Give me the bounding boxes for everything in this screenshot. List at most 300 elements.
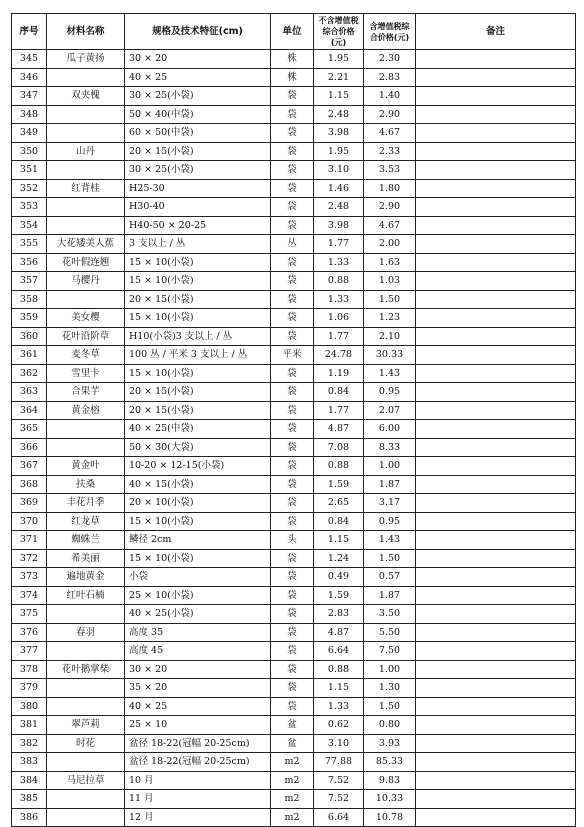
cell-seq: 359	[12, 309, 47, 328]
cell-seq: 361	[12, 346, 47, 365]
cell-spec: 20 × 15(小袋)	[125, 401, 271, 420]
cell-price-incl-tax: 1.40	[364, 87, 416, 106]
cell-material-name	[47, 420, 125, 439]
cell-price-incl-tax: 2.90	[364, 198, 416, 217]
cell-material-name	[47, 198, 125, 217]
cell-remark	[416, 531, 576, 550]
cell-material-name	[47, 438, 125, 457]
cell-price-excl-tax: 7.52	[314, 790, 364, 809]
cell-material-name: 合果芋	[47, 383, 125, 402]
table-row	[12, 124, 576, 143]
cell-price-excl-tax: 1.33	[314, 697, 364, 716]
cell-spec: 15 × 10(小袋)	[125, 512, 271, 531]
cell-price-incl-tax: 8.33	[364, 438, 416, 457]
cell-price-incl-tax: 1.63	[364, 253, 416, 272]
cell-material-name	[47, 697, 125, 716]
cell-spec: 20 × 10(小袋)	[125, 494, 271, 513]
cell-price-excl-tax: 1.19	[314, 364, 364, 383]
cell-remark	[416, 272, 576, 291]
table-row	[12, 697, 576, 716]
cell-material-name: 蜘蛛兰	[47, 531, 125, 550]
cell-remark	[416, 660, 576, 679]
cell-seq: 358	[12, 290, 47, 309]
cell-spec: 15 × 10(小袋)	[125, 253, 271, 272]
cell-material-name: 黄金叶	[47, 457, 125, 476]
cell-price-incl-tax: 1.00	[364, 457, 416, 476]
cell-spec: 30 × 20	[125, 50, 271, 69]
cell-spec: 11 月	[125, 790, 271, 809]
cell-material-name: 春羽	[47, 623, 125, 642]
cell-seq: 383	[12, 753, 47, 772]
cell-unit: 袋	[271, 142, 314, 161]
cell-spec: 100 丛 / 平米 3 支以上 / 丛	[125, 346, 271, 365]
cell-spec: H25-30	[125, 179, 271, 198]
cell-unit: 袋	[271, 605, 314, 624]
cell-price-excl-tax: 2.48	[314, 105, 364, 124]
table-row	[12, 290, 576, 309]
cell-unit: 袋	[271, 105, 314, 124]
cell-seq: 378	[12, 660, 47, 679]
cell-price-excl-tax: 2.21	[314, 68, 364, 87]
cell-price-incl-tax: 4.67	[364, 216, 416, 235]
cell-spec: 15 × 10(小袋)	[125, 364, 271, 383]
table-row	[12, 438, 576, 457]
cell-remark	[416, 290, 576, 309]
cell-seq: 360	[12, 327, 47, 346]
cell-remark	[416, 216, 576, 235]
cell-spec: 15 × 10(小袋)	[125, 309, 271, 328]
cell-price-incl-tax: 2.07	[364, 401, 416, 420]
cell-seq: 362	[12, 364, 47, 383]
document-page	[11, 13, 576, 827]
cell-material-name: 花叶假连翘	[47, 253, 125, 272]
cell-seq: 375	[12, 605, 47, 624]
cell-remark	[416, 198, 576, 217]
cell-material-name: 遍地黄金	[47, 568, 125, 587]
cell-seq: 373	[12, 568, 47, 587]
cell-remark	[416, 586, 576, 605]
header-name: 材料名称	[47, 14, 125, 50]
table-row	[12, 309, 576, 328]
cell-seq: 354	[12, 216, 47, 235]
cell-price-incl-tax: 1.87	[364, 475, 416, 494]
cell-remark	[416, 642, 576, 661]
cell-seq: 368	[12, 475, 47, 494]
table-row	[12, 272, 576, 291]
cell-seq: 371	[12, 531, 47, 550]
table-row	[12, 808, 576, 827]
cell-spec: 25 × 10(小袋)	[125, 586, 271, 605]
cell-price-excl-tax: 1.15	[314, 531, 364, 550]
cell-unit: m2	[271, 808, 314, 827]
cell-price-incl-tax: 2.30	[364, 50, 416, 69]
cell-remark	[416, 346, 576, 365]
cell-price-incl-tax: 9.83	[364, 771, 416, 790]
cell-material-name: 红龙草	[47, 512, 125, 531]
table-row	[12, 50, 576, 69]
cell-spec: 盆径 18-22(冠幅 20-25cm)	[125, 734, 271, 753]
cell-price-incl-tax: 1.30	[364, 679, 416, 698]
cell-price-excl-tax: 4.87	[314, 420, 364, 439]
table-row	[12, 734, 576, 753]
table-row	[12, 383, 576, 402]
cell-remark	[416, 808, 576, 827]
cell-price-excl-tax: 1.77	[314, 327, 364, 346]
table-row	[12, 790, 576, 809]
cell-price-incl-tax: 1.87	[364, 586, 416, 605]
header-remark: 备注	[416, 14, 576, 50]
cell-spec: 50 × 40(中袋)	[125, 105, 271, 124]
cell-material-name: 马樱丹	[47, 272, 125, 291]
cell-unit: 盆	[271, 716, 314, 735]
cell-spec: 小袋	[125, 568, 271, 587]
cell-price-excl-tax: 1.06	[314, 309, 364, 328]
cell-unit: m2	[271, 771, 314, 790]
cell-seq: 385	[12, 790, 47, 809]
cell-material-name: 红叶石楠	[47, 586, 125, 605]
cell-seq: 357	[12, 272, 47, 291]
cell-unit: 丛	[271, 235, 314, 254]
table-row	[12, 105, 576, 124]
cell-price-excl-tax: 1.95	[314, 142, 364, 161]
cell-price-incl-tax: 1.50	[364, 549, 416, 568]
cell-spec: H30-40	[125, 198, 271, 217]
table-row	[12, 642, 576, 661]
cell-unit: 平米	[271, 346, 314, 365]
cell-remark	[416, 568, 576, 587]
cell-remark	[416, 161, 576, 180]
cell-price-incl-tax: 3.50	[364, 605, 416, 624]
cell-seq: 364	[12, 401, 47, 420]
table-row	[12, 586, 576, 605]
cell-unit: 袋	[271, 512, 314, 531]
cell-spec: 35 × 20	[125, 679, 271, 698]
cell-seq: 386	[12, 808, 47, 827]
cell-unit: 袋	[271, 290, 314, 309]
cell-unit: 袋	[271, 364, 314, 383]
cell-material-name	[47, 790, 125, 809]
cell-seq: 347	[12, 87, 47, 106]
cell-seq: 377	[12, 642, 47, 661]
cell-unit: 袋	[271, 457, 314, 476]
cell-material-name	[47, 679, 125, 698]
cell-seq: 372	[12, 549, 47, 568]
cell-unit: 袋	[271, 420, 314, 439]
cell-unit: 株	[271, 50, 314, 69]
cell-remark	[416, 790, 576, 809]
cell-seq: 365	[12, 420, 47, 439]
cell-price-excl-tax: 1.33	[314, 253, 364, 272]
cell-price-excl-tax: 1.77	[314, 401, 364, 420]
cell-material-name: 花叶沿阶草	[47, 327, 125, 346]
table-row	[12, 161, 576, 180]
cell-price-excl-tax: 1.95	[314, 50, 364, 69]
cell-unit: 袋	[271, 494, 314, 513]
cell-price-incl-tax: 3.17	[364, 494, 416, 513]
cell-price-incl-tax: 0.80	[364, 716, 416, 735]
cell-price-excl-tax: 7.52	[314, 771, 364, 790]
cell-unit: 袋	[271, 568, 314, 587]
cell-price-incl-tax: 6.00	[364, 420, 416, 439]
cell-remark	[416, 309, 576, 328]
table-row	[12, 623, 576, 642]
table-row	[12, 420, 576, 439]
cell-spec: 30 × 25(小袋)	[125, 87, 271, 106]
cell-spec: 20 × 15(小袋)	[125, 383, 271, 402]
cell-price-excl-tax: 77.88	[314, 753, 364, 772]
cell-unit: 袋	[271, 198, 314, 217]
cell-remark	[416, 494, 576, 513]
table-row	[12, 179, 576, 198]
cell-unit: 袋	[271, 179, 314, 198]
cell-spec: 盆径 18-22(冠幅 20-25cm)	[125, 753, 271, 772]
cell-unit: 袋	[271, 401, 314, 420]
table-row	[12, 494, 576, 513]
header-spec: 规格及技术特征(cm)	[125, 14, 271, 50]
cell-price-incl-tax: 30.33	[364, 346, 416, 365]
table-row	[12, 716, 576, 735]
cell-seq: 382	[12, 734, 47, 753]
cell-unit: 袋	[271, 642, 314, 661]
cell-spec: 40 × 25	[125, 68, 271, 87]
cell-material-name: 美女樱	[47, 309, 125, 328]
cell-material-name: 瓜子黄扬	[47, 50, 125, 69]
cell-price-excl-tax: 6.64	[314, 808, 364, 827]
cell-material-name: 双夹槐	[47, 87, 125, 106]
table-row	[12, 87, 576, 106]
cell-unit: 袋	[271, 161, 314, 180]
cell-price-excl-tax: 1.15	[314, 87, 364, 106]
cell-spec: 50 × 30(大袋)	[125, 438, 271, 457]
cell-remark	[416, 438, 576, 457]
cell-seq: 384	[12, 771, 47, 790]
cell-remark	[416, 420, 576, 439]
cell-price-incl-tax: 1.80	[364, 179, 416, 198]
table-row	[12, 753, 576, 772]
cell-spec: 3 支以上 / 丛	[125, 235, 271, 254]
cell-spec: 25 × 10	[125, 716, 271, 735]
cell-seq: 356	[12, 253, 47, 272]
cell-remark	[416, 124, 576, 143]
table-row	[12, 198, 576, 217]
table-header-row	[12, 14, 576, 50]
cell-seq: 353	[12, 198, 47, 217]
cell-unit: 袋	[271, 660, 314, 679]
cell-price-excl-tax: 1.15	[314, 679, 364, 698]
cell-material-name	[47, 753, 125, 772]
cell-material-name	[47, 605, 125, 624]
cell-unit: 袋	[271, 87, 314, 106]
cell-unit: 袋	[271, 438, 314, 457]
cell-price-incl-tax: 2.00	[364, 235, 416, 254]
cell-price-excl-tax: 2.48	[314, 198, 364, 217]
cell-material-name: 马尼拉草	[47, 771, 125, 790]
table-row	[12, 401, 576, 420]
cell-remark	[416, 679, 576, 698]
cell-material-name	[47, 808, 125, 827]
cell-spec: H40-50 × 20-25	[125, 216, 271, 235]
cell-price-excl-tax: 3.10	[314, 734, 364, 753]
header-seq: 序号	[12, 14, 47, 50]
cell-price-incl-tax: 1.43	[364, 531, 416, 550]
cell-material-name: 大花矮美人蕉	[47, 235, 125, 254]
cell-seq: 366	[12, 438, 47, 457]
cell-remark	[416, 623, 576, 642]
cell-unit: 袋	[271, 475, 314, 494]
cell-spec: 40 × 25(小袋)	[125, 605, 271, 624]
cell-spec: 15 × 10(小袋)	[125, 272, 271, 291]
cell-seq: 369	[12, 494, 47, 513]
cell-unit: 袋	[271, 549, 314, 568]
cell-price-incl-tax: 1.03	[364, 272, 416, 291]
cell-seq: 352	[12, 179, 47, 198]
table-row	[12, 216, 576, 235]
cell-price-incl-tax: 1.43	[364, 364, 416, 383]
cell-price-excl-tax: 6.64	[314, 642, 364, 661]
table-row	[12, 457, 576, 476]
table-row	[12, 364, 576, 383]
table-row	[12, 512, 576, 531]
table-row	[12, 327, 576, 346]
cell-price-excl-tax: 4.87	[314, 623, 364, 642]
cell-remark	[416, 383, 576, 402]
cell-price-excl-tax: 24.78	[314, 346, 364, 365]
cell-material-name: 翠芦莉	[47, 716, 125, 735]
cell-price-incl-tax: 2.90	[364, 105, 416, 124]
cell-price-incl-tax: 0.57	[364, 568, 416, 587]
table-row	[12, 771, 576, 790]
table-row	[12, 679, 576, 698]
cell-seq: 348	[12, 105, 47, 124]
cell-remark	[416, 87, 576, 106]
cell-price-incl-tax: 3.53	[364, 161, 416, 180]
cell-remark	[416, 68, 576, 87]
cell-remark	[416, 512, 576, 531]
cell-remark	[416, 364, 576, 383]
table-row	[12, 253, 576, 272]
cell-seq: 363	[12, 383, 47, 402]
cell-unit: 盆	[271, 734, 314, 753]
cell-unit: 袋	[271, 327, 314, 346]
table-row	[12, 142, 576, 161]
cell-seq: 370	[12, 512, 47, 531]
cell-unit: 袋	[271, 124, 314, 143]
table-row	[12, 660, 576, 679]
cell-seq: 345	[12, 50, 47, 69]
cell-spec: 40 × 15(小袋)	[125, 475, 271, 494]
table-row	[12, 568, 576, 587]
cell-price-incl-tax: 1.23	[364, 309, 416, 328]
cell-material-name: 山丹	[47, 142, 125, 161]
table-row	[12, 549, 576, 568]
cell-price-excl-tax: 0.88	[314, 660, 364, 679]
cell-seq: 379	[12, 679, 47, 698]
cell-spec: 30 × 25(小袋)	[125, 161, 271, 180]
cell-spec: 20 × 15(小袋)	[125, 290, 271, 309]
cell-price-excl-tax: 0.84	[314, 512, 364, 531]
cell-seq: 376	[12, 623, 47, 642]
material-price-table	[11, 13, 576, 827]
cell-price-excl-tax: 0.62	[314, 716, 364, 735]
cell-spec: 40 × 25	[125, 697, 271, 716]
cell-material-name	[47, 124, 125, 143]
cell-unit: 袋	[271, 697, 314, 716]
header-price-excl-tax: 不含增值税综合价格(元)	[314, 14, 364, 50]
cell-price-excl-tax: 3.98	[314, 124, 364, 143]
cell-spec: 40 × 25(中袋)	[125, 420, 271, 439]
table-row	[12, 68, 576, 87]
cell-spec: H10(小袋)3 支以上 / 丛	[125, 327, 271, 346]
cell-price-excl-tax: 2.83	[314, 605, 364, 624]
cell-price-incl-tax: 2.33	[364, 142, 416, 161]
cell-price-incl-tax: 1.00	[364, 660, 416, 679]
cell-price-incl-tax: 0.95	[364, 383, 416, 402]
cell-unit: 袋	[271, 679, 314, 698]
table-row	[12, 475, 576, 494]
cell-price-incl-tax: 10.33	[364, 790, 416, 809]
table-row	[12, 235, 576, 254]
cell-spec: 高度 35	[125, 623, 271, 642]
cell-price-excl-tax: 2.65	[314, 494, 364, 513]
cell-unit: 袋	[271, 309, 314, 328]
cell-material-name: 雪里卡	[47, 364, 125, 383]
cell-seq: 367	[12, 457, 47, 476]
cell-remark	[416, 549, 576, 568]
cell-unit: m2	[271, 753, 314, 772]
cell-material-name: 红背桂	[47, 179, 125, 198]
cell-spec: 60 × 50(中袋)	[125, 124, 271, 143]
cell-unit: 株	[271, 68, 314, 87]
cell-price-excl-tax: 3.98	[314, 216, 364, 235]
cell-price-incl-tax: 7.50	[364, 642, 416, 661]
cell-price-incl-tax: 10.78	[364, 808, 416, 827]
cell-remark	[416, 105, 576, 124]
cell-material-name	[47, 642, 125, 661]
cell-material-name	[47, 105, 125, 124]
cell-remark	[416, 142, 576, 161]
cell-spec: 10 月	[125, 771, 271, 790]
cell-remark	[416, 697, 576, 716]
cell-material-name	[47, 216, 125, 235]
cell-material-name	[47, 290, 125, 309]
cell-price-incl-tax: 3.93	[364, 734, 416, 753]
cell-price-excl-tax: 1.59	[314, 475, 364, 494]
cell-price-excl-tax: 3.10	[314, 161, 364, 180]
table-row	[12, 346, 576, 365]
cell-remark	[416, 605, 576, 624]
cell-price-incl-tax: 4.67	[364, 124, 416, 143]
cell-spec: 30 × 20	[125, 660, 271, 679]
cell-remark	[416, 235, 576, 254]
cell-seq: 355	[12, 235, 47, 254]
table-row	[12, 605, 576, 624]
cell-material-name: 黄金榕	[47, 401, 125, 420]
cell-seq: 381	[12, 716, 47, 735]
cell-material-name: 麦冬草	[47, 346, 125, 365]
cell-seq: 374	[12, 586, 47, 605]
cell-material-name: 丰花月季	[47, 494, 125, 513]
cell-remark	[416, 734, 576, 753]
cell-remark	[416, 716, 576, 735]
cell-price-excl-tax: 1.46	[314, 179, 364, 198]
cell-price-incl-tax: 5.50	[364, 623, 416, 642]
header-unit: 单位	[271, 14, 314, 50]
table-body	[12, 50, 576, 827]
cell-material-name: 时花	[47, 734, 125, 753]
cell-price-excl-tax: 0.49	[314, 568, 364, 587]
cell-remark	[416, 457, 576, 476]
cell-spec: 高度 45	[125, 642, 271, 661]
